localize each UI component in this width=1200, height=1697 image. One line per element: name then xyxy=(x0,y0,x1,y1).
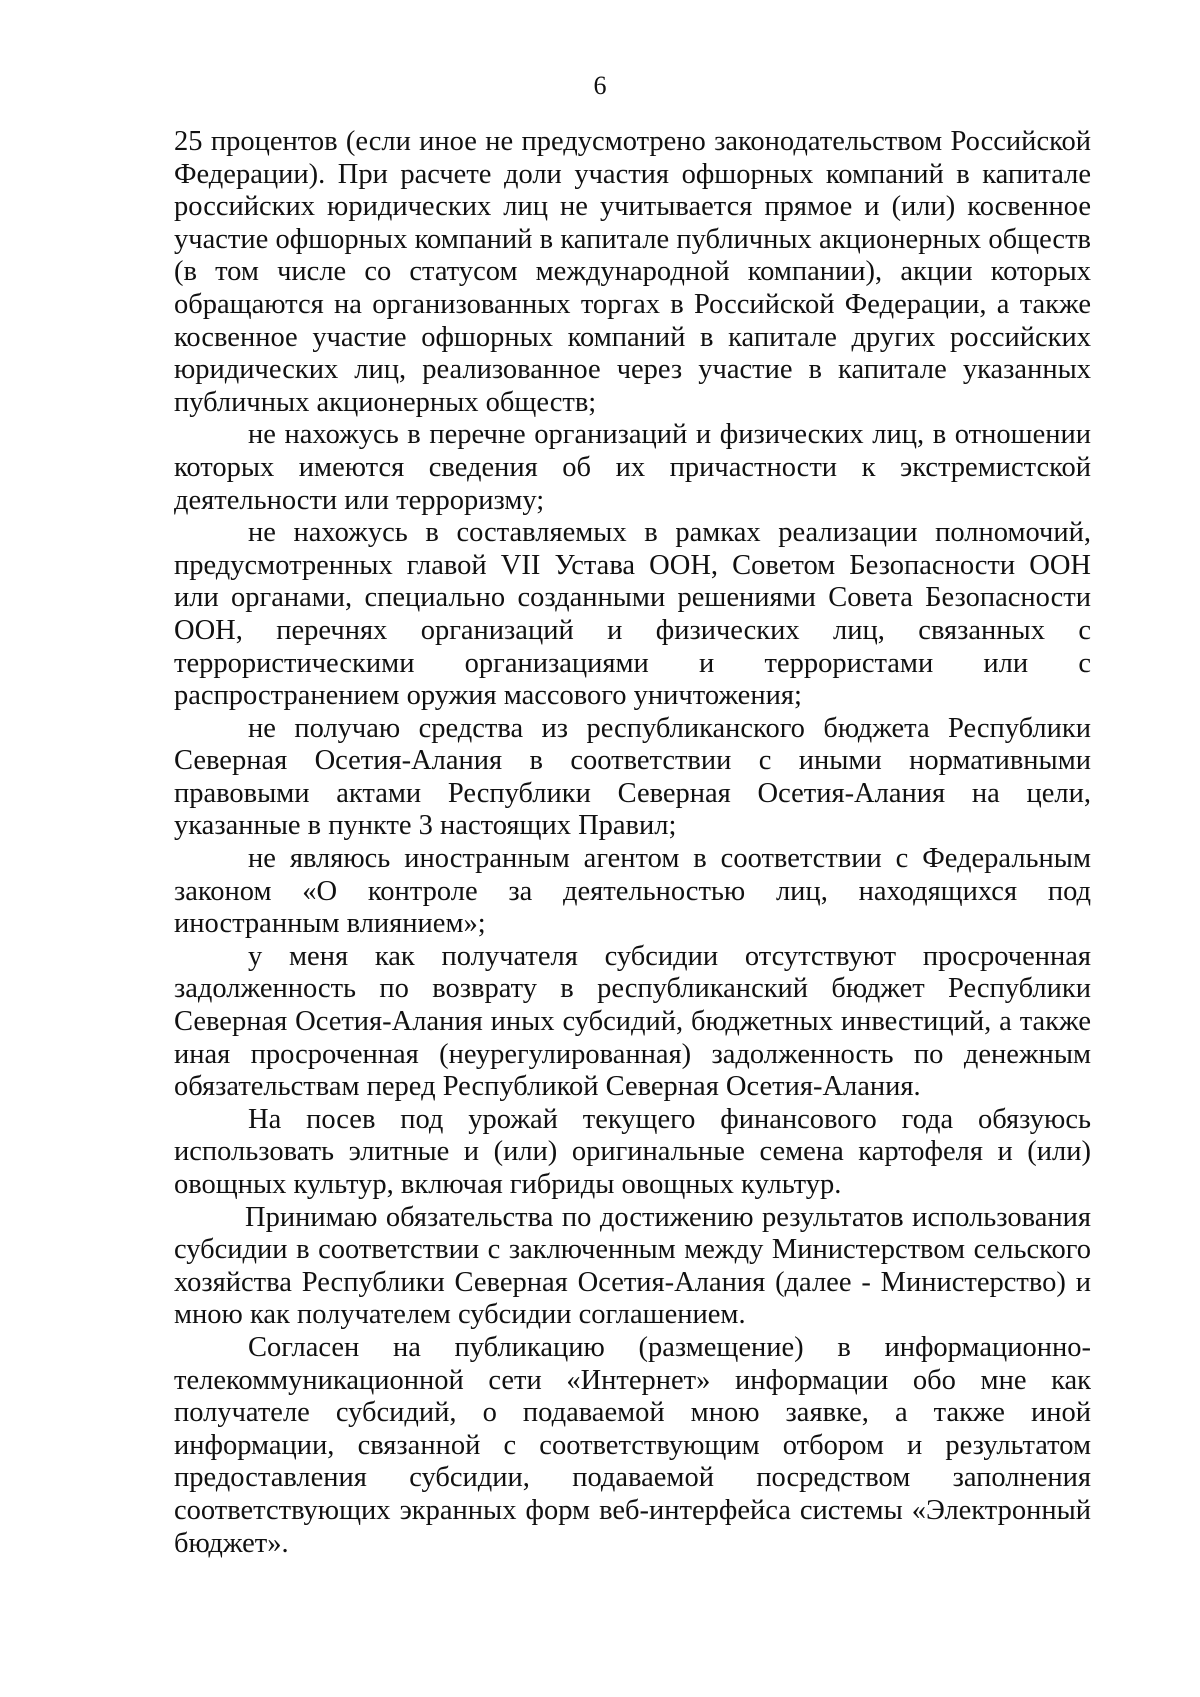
paragraph: не нахожусь в составляемых в рамках реализации полномочий, предусмотренных главой VII Устава ООН, Советом Безопасности ООН или органами, специально созданными решениями Совета Безопасности ООН, перечнях организаций и физических лиц, связанных с террористическими организациями и террористами или с распространением оружия массового уничтожения; xyxy=(174,517,1091,712)
page-number: 6 xyxy=(593,71,607,100)
paragraph: На посев под урожай текущего финансового года обязуюсь использовать элитные и (или) оригинальные семена картофеля и (или) овощных культур, включая гибриды овощных культур. xyxy=(174,1103,1091,1200)
paragraph: не получаю средства из республиканского бюджета Республики Северная Осетия-Алания в соответствии с иными нормативными правовыми актами Республики Северная Осетия-Алания на цели, указанные в пункте 3 настоящих Правил; xyxy=(174,712,1091,842)
paragraph: Согласен на публикацию (размещение) в информационно-телекоммуникационной сети «Интернет» информации обо мне как получателе субсидий, о подаваемой мною заявке, а также иной информации, связанной с соответствующим отбором и результатом предоставления субсидии, подаваемой посредством заполнения соответствующих экранных форм веб-интерфейса системы «Электронный бюджет». xyxy=(174,1331,1091,1559)
paragraph: Принимаю обязательства по достижению результатов использования субсидии в соответствии с заключенным между Министерством сельского хозяйства Республики Северная Осетия-Алания (далее - Министерство) и мною как получателем субсидии соглашением. xyxy=(174,1201,1091,1331)
paragraph: не являюсь иностранным агентом в соответствии с Федеральным законом «О контроле за деятельностью лиц, находящихся под иностранным влиянием»; xyxy=(174,843,1091,940)
paragraph: не нахожусь в перечне организаций и физических лиц, в отношении которых имеются сведения об их причастности к экстремистской деятельности или терроризму; xyxy=(174,419,1091,516)
paragraph: у меня как получателя субсидии отсутствуют просроченная задолженность по возврату в республиканский бюджет Республики Северная Осетия-Алания иных субсидий, бюджетных инвестиций, а также иная просроченная (неурегулированная) задолженность по денежным обязательствам перед Республикой Северная Осетия-Алания. xyxy=(174,940,1091,1103)
paragraph: 25 процентов (если иное не предусмотрено законодательством Российской Федерации). При расчете доли участия офшорных компаний в капитале российских юридических лиц не учитывается прямое и (или) косвенное участие офшорных компаний в капитале публичных акционерных обществ (в том числе со статусом международной компании), акции которых обращаются на организованных торгах в Российской Федерации, а также косвенное участие офшорных компаний в капитале других российских юридических лиц, реализованное через участие в капитале указанных публичных акционерных обществ; xyxy=(174,126,1091,418)
document-body xyxy=(174,126,1091,1560)
